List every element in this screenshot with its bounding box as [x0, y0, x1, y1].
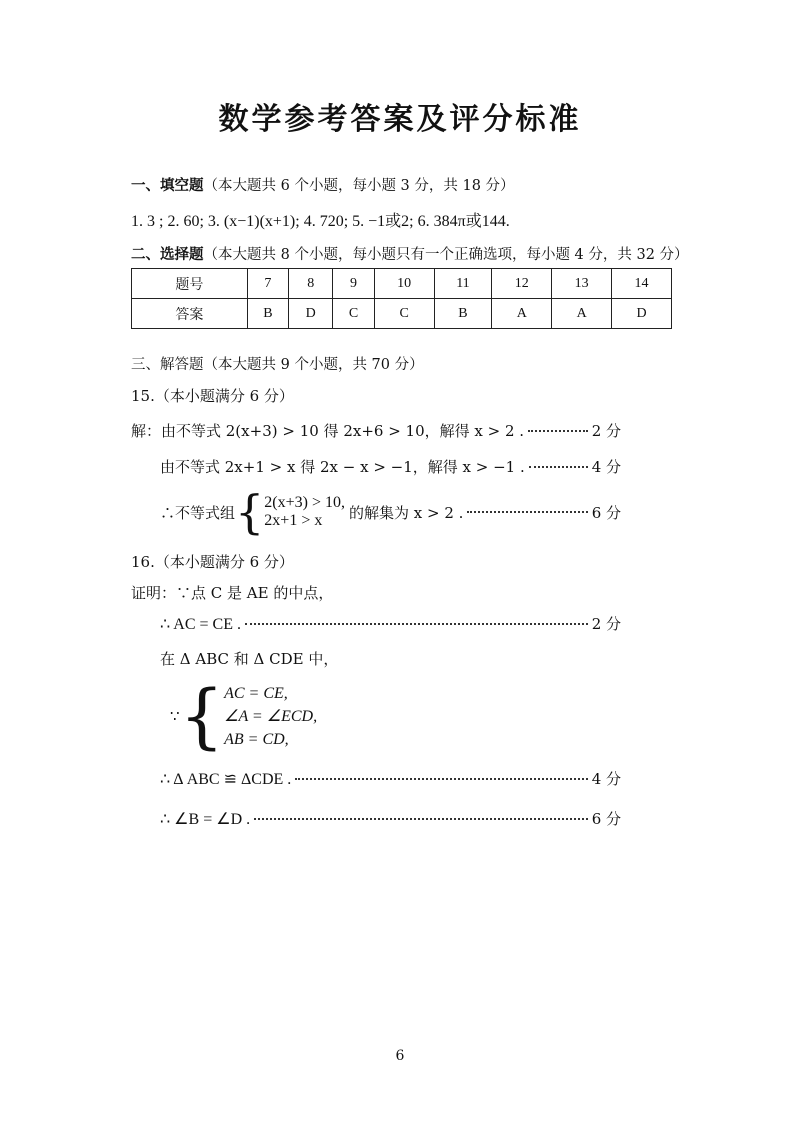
table-cell: 12	[492, 269, 552, 299]
q16-line3: 在 Δ ABC 和 Δ CDE 中，	[160, 650, 339, 668]
table-cell: D	[612, 299, 672, 329]
section2-heading: 二、选择题	[131, 247, 204, 263]
q16-system	[224, 682, 317, 751]
table-cell: 13	[552, 269, 612, 299]
dot-leader	[245, 623, 588, 625]
table-cell: B	[247, 299, 288, 329]
table-cell: 7	[247, 269, 288, 299]
q15-header: 15.（本小题满分 6 分）	[131, 387, 294, 405]
q16-line2-score: 2 分	[591, 615, 621, 633]
table-cell: B	[434, 299, 492, 329]
q16-line4: ∴ Δ ABC ≌ ΔCDE .	[160, 770, 292, 788]
q15-line3-prefix: ∴不等式组	[160, 503, 236, 522]
q15-system-row2: 2x+1 > x	[264, 512, 323, 529]
section3-note: （本大题共 9 个小题，共 70 分）	[203, 357, 424, 373]
q16-line5-row	[160, 808, 621, 829]
table-cell: 10	[374, 269, 434, 299]
table-cell: 8	[289, 269, 333, 299]
q16-system-row1: AC = CE,	[224, 684, 288, 702]
because-symbol: ∵	[170, 707, 180, 725]
answer-table	[131, 268, 672, 329]
q16-line5-score: 6 分	[591, 810, 621, 828]
q15-line1-row	[131, 420, 621, 441]
q16-line2-row	[160, 613, 621, 634]
q15-line3-suffix: 的解集为 x > 2 .	[349, 503, 464, 522]
table-cell: 11	[434, 269, 492, 299]
left-brace-icon: {	[235, 485, 265, 539]
section1-note: （本大题共 6 个小题，每小题 3 分，共 18 分）	[203, 178, 515, 194]
q15-line3-score: 6 分	[591, 503, 621, 522]
table-cell: C	[333, 299, 374, 329]
table-row-numbers	[132, 269, 672, 299]
q15-line2-row	[160, 456, 621, 477]
q15-line3-row	[160, 485, 621, 539]
q16-line5: ∴ ∠B = ∠D .	[160, 810, 251, 828]
section2-heading-row	[131, 243, 689, 264]
q16-line2: ∴ AC = CE .	[160, 615, 241, 633]
dot-leader	[254, 818, 588, 820]
table-cell: 14	[612, 269, 672, 299]
table-row-label: 题号	[132, 269, 248, 299]
dot-leader	[529, 466, 588, 468]
table-cell: A	[492, 299, 552, 329]
dot-leader	[528, 430, 588, 432]
dot-leader	[467, 511, 587, 513]
q15-line2-score: 4 分	[591, 458, 621, 476]
q15-line2: 由不等式 2x+1 > x 得 2x − x > −1，解得 x > −1 .	[160, 458, 525, 476]
q15-line1-score: 2 分	[591, 422, 621, 440]
q16-system-row	[170, 675, 318, 757]
page-title: 数学参考答案及评分标准	[218, 102, 582, 137]
section3-heading: 三、解答题	[131, 357, 204, 373]
table-cell: A	[552, 299, 612, 329]
q16-system-row2: ∠A = ∠ECD,	[224, 707, 318, 725]
q15-system-row1: 2(x+3) > 10,	[264, 494, 345, 511]
section1-heading: 一、填空题	[131, 178, 204, 194]
section1-heading-row	[131, 174, 515, 195]
q16-line4-score: 4 分	[591, 770, 621, 788]
q16-line1: 证明：∵点 C 是 AE 的中点，	[131, 584, 334, 602]
section3-heading-row	[131, 353, 424, 374]
dot-leader	[295, 778, 587, 780]
q15-line1: 解：由不等式 2(x+3) > 10 得 2x+6 > 10，解得 x > 2 .	[131, 422, 525, 440]
q16-system-row3: AB = CD,	[224, 730, 289, 748]
left-brace-icon: {	[179, 675, 225, 757]
table-cell: 9	[333, 269, 374, 299]
table-row-answers	[132, 299, 672, 329]
page-number: 6	[395, 1048, 405, 1064]
q16-header: 16.（本小题满分 6 分）	[131, 553, 294, 571]
table-cell: C	[374, 299, 434, 329]
section2-note: （本大题共 8 个小题，每小题只有一个正确选项，每小题 4 分，共 32 分）	[203, 247, 689, 263]
q15-system	[264, 494, 345, 530]
section1-answers: 1. 3 ; 2. 60; 3. (x−1)(x+1); 4. 720; 5. −1或2; 6. 384π或144.	[131, 213, 510, 230]
table-row-label: 答案	[132, 299, 248, 329]
table-cell: D	[289, 299, 333, 329]
q16-line4-row	[160, 768, 621, 789]
